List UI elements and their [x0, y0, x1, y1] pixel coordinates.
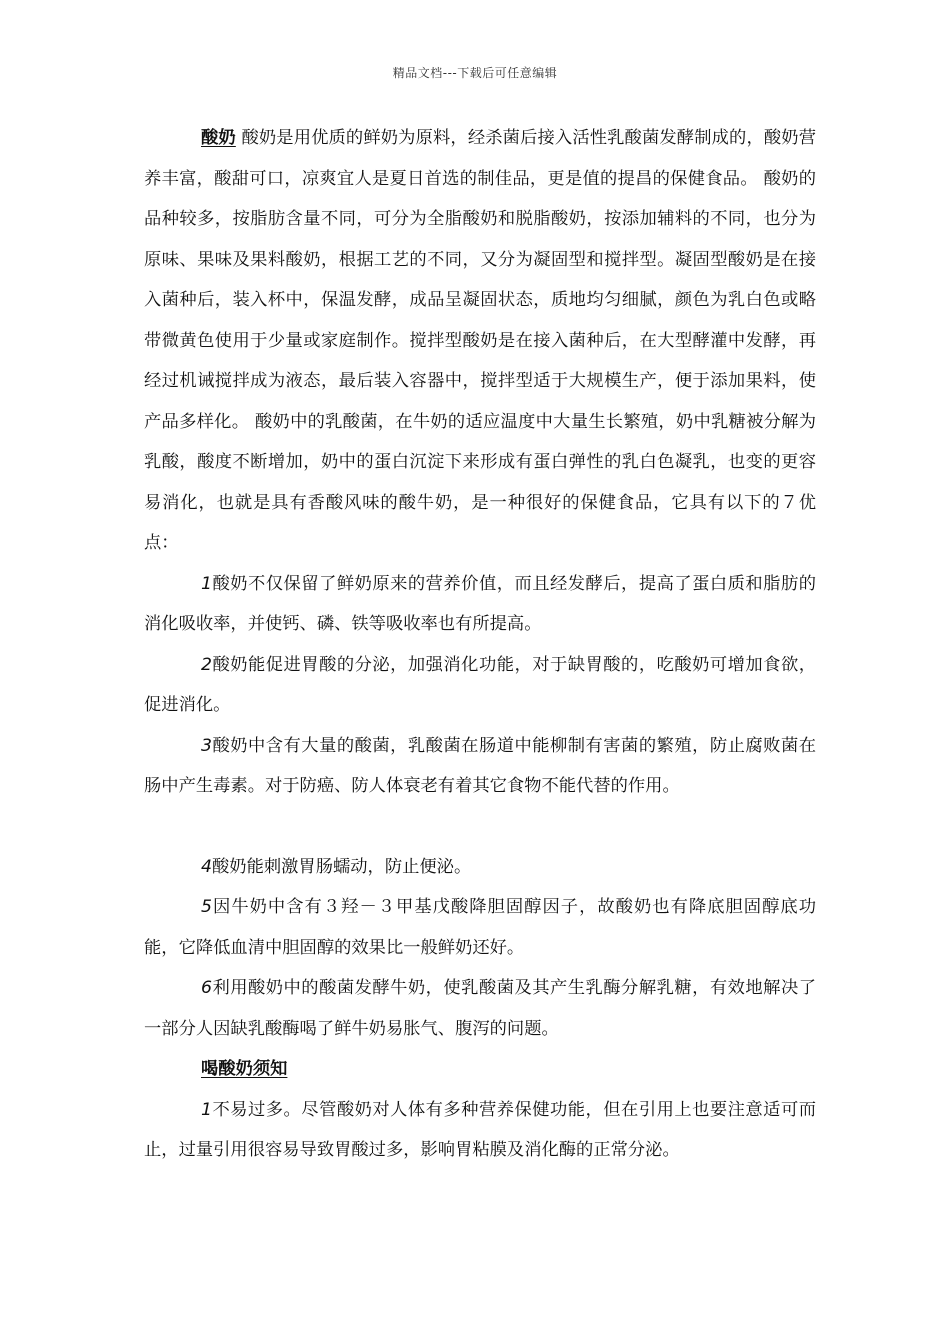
- document-body: [144, 118, 816, 1171]
- benefit-number: 2: [201, 654, 212, 675]
- benefit-item-1: [144, 564, 816, 645]
- blank-line: [144, 807, 816, 847]
- benefit-text: 酸奶中含有大量的酸菌，乳酸菌在肠道中能柳制有害菌的繁殖，防止腐败菌在肠中产生毒素。对于防癌、防人体衰老有着其它食物不能代替的作用。: [144, 735, 816, 796]
- intro-paragraph: [144, 118, 816, 564]
- benefit-number: 4: [201, 856, 212, 877]
- benefit-text: 因牛奶中含有３羟－３甲基戊酸降胆固醇因子，故酸奶也有降底胆固醇底功能，它降低血清中胆固醇的效果比一般鲜奶还好。: [144, 897, 816, 958]
- benefit-number: 1: [201, 573, 212, 594]
- benefit-item-2: [144, 645, 816, 726]
- intro-title: 酸奶: [201, 128, 236, 148]
- benefit-item-6: [144, 968, 816, 1049]
- benefit-text: 酸奶能促进胃酸的分泌，加强消化功能，对于缺胃酸的，吃酸奶可增加食欲，促进消化。: [144, 654, 816, 715]
- benefit-text: 酸奶能刺激胃肠蠕动，防止便泌。: [212, 856, 472, 877]
- note-number: 1: [201, 1099, 212, 1120]
- note-item-1: [144, 1090, 816, 1171]
- benefit-item-5: [144, 887, 816, 968]
- intro-text: 酸奶是用优质的鲜奶为原料，经杀菌后接入活性乳酸菌发酵制成的，酸奶营养丰富，酸甜可口，凉爽宜人是夏日首选的制佳品，更是值的提昌的保健食品。 酸奶的品种较多，按脂肪含量不同，可分为全脂酸奶和脱脂酸奶，按添加辅料的不同，也分为原味、果味及果料酸奶，根据工艺的不同，又分为凝固型和搅拌型。凝固型酸奶是在接入菌种后，装入杯中，保温发酵，成品呈凝固状态，质地均匀细腻，颜色为乳白色或略带微黄色使用于少量或家庭制作。搅拌型酸奶是在接入菌种后，在大型酵灌中发酵，再经过机诫搅拌成为液态，最后装入容器中，搅拌型适于大规模生产，便于添加果料，使产品多样化。 酸奶中的乳酸菌，在牛奶的适应温度中大量生长繁殖，奶中乳糖被分解为乳酸，酸度不断增加，奶中的蛋白沉淀下来形成有蛋白弹性的乳白色凝乳，也变的更容易消化，也就是具有香酸风味的酸牛奶，是一种很好的保健食品，它具有以下的７优点：: [144, 128, 816, 553]
- benefit-text: 利用酸奶中的酸菌发酵牛奶，使乳酸菌及其产生乳酶分解乳糖，有效地解决了一部分人因缺乳酸酶喝了鲜牛奶易胀气、腹泻的问题。: [144, 978, 816, 1039]
- benefit-item-3: [144, 726, 816, 807]
- benefit-number: 6: [201, 978, 212, 998]
- note-text: 不易过多。尽管酸奶对人体有多种营养保健功能，但在引用上也要注意适可而止，过量引用很容易导致胃酸过多，影响胃粘膜及消化酶的正常分泌。: [144, 1099, 816, 1160]
- benefit-number: 3: [201, 735, 212, 756]
- page-header: 精品文档---下载后可任意编辑: [392, 66, 558, 80]
- benefit-item-4: [144, 847, 816, 888]
- benefit-number: 5: [201, 897, 212, 917]
- notes-heading: [144, 1049, 816, 1090]
- benefit-text: 酸奶不仅保留了鲜奶原来的营养价值，而且经发酵后，提高了蛋白质和脂肪的消化吸收率，并使钙、磷、铁等吸收率也有所提高。: [144, 573, 816, 634]
- notes-title: 喝酸奶须知: [201, 1059, 288, 1079]
